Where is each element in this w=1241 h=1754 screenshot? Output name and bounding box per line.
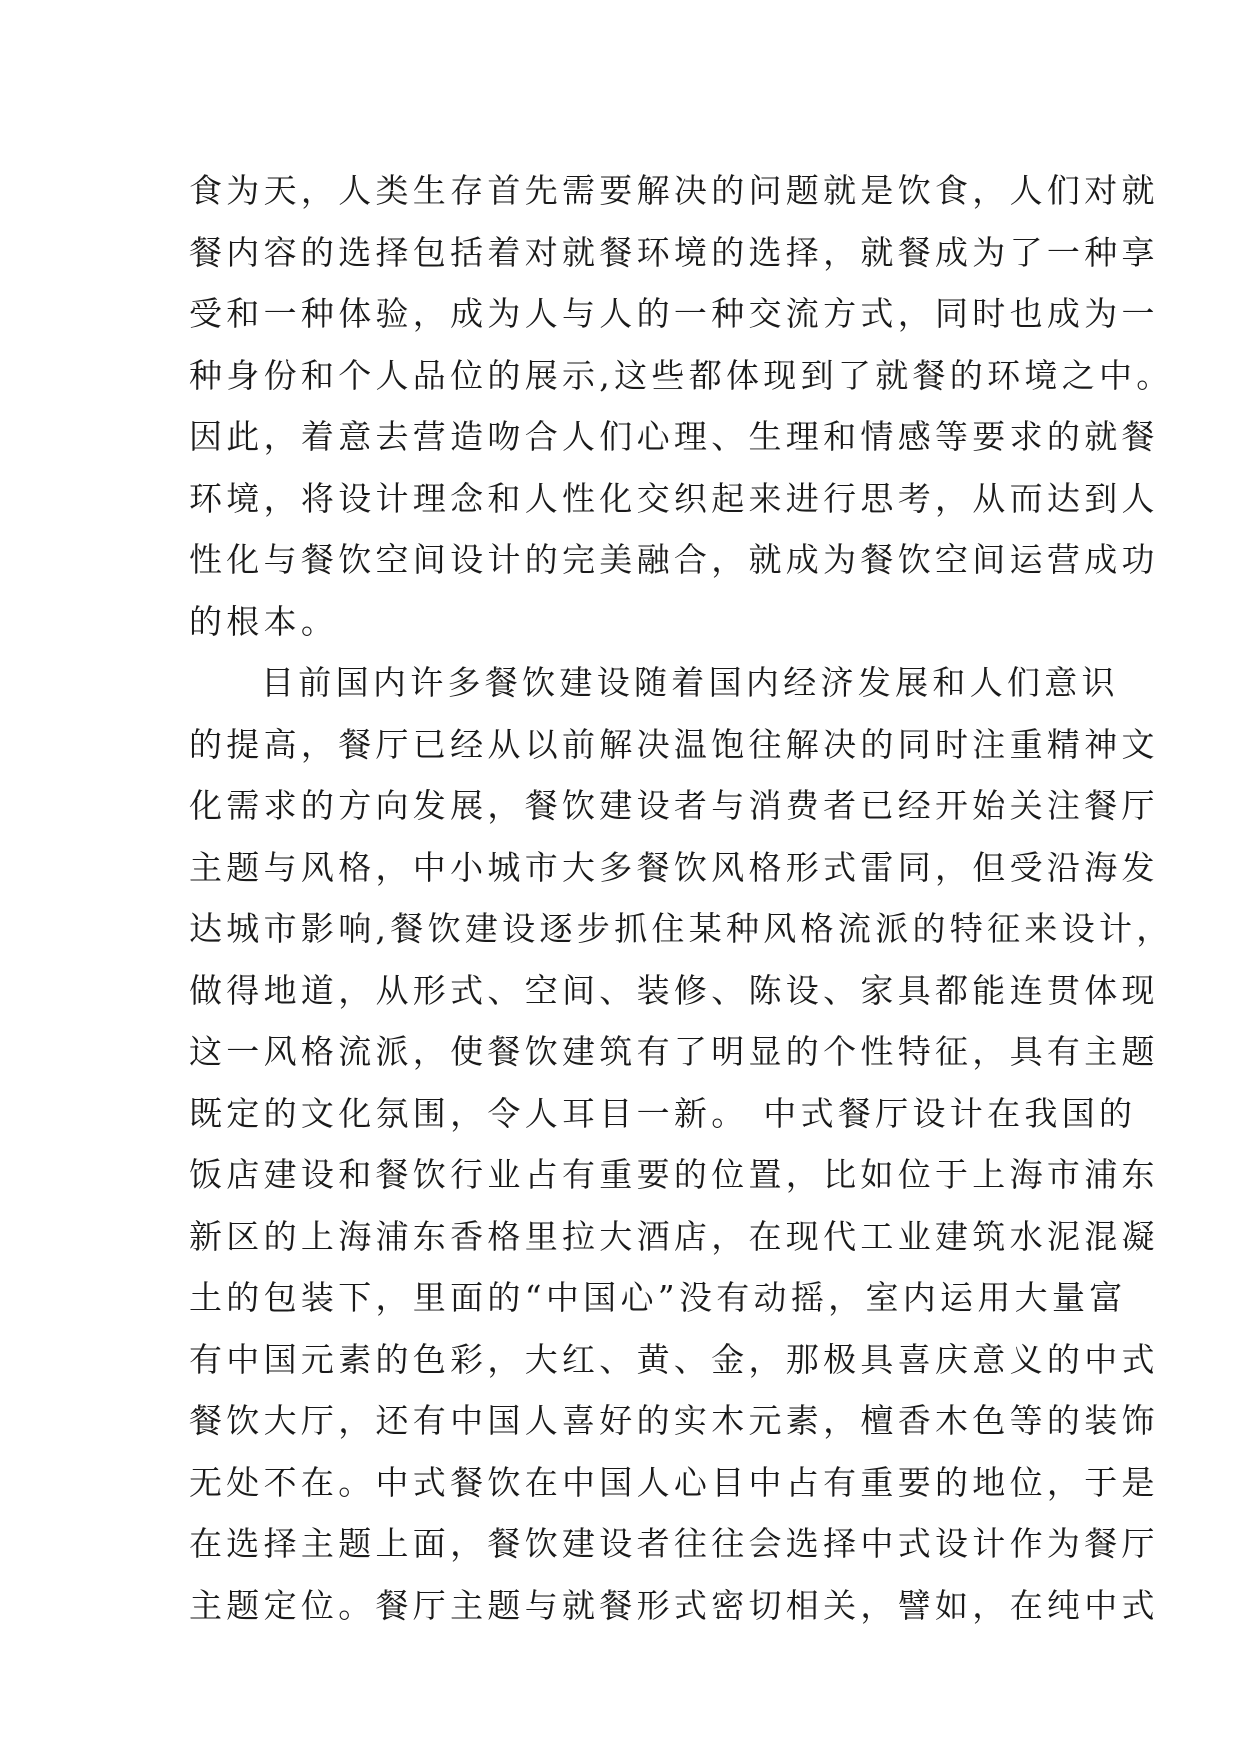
text-line: 在选择主题上面，餐饮建设者往往会选择中式设计作为餐厅 <box>189 1524 1159 1563</box>
text-line: 达城市影响,餐饮建设逐步抓住某种风格流派的特征来设计， <box>189 909 1174 948</box>
text-line: 主题与风格，中小城市大多餐饮风格形式雷同，但受沿海发 <box>189 847 1159 887</box>
text-line: 做得地道，从形式、空间、装修、陈设、家具都能连贯体现 <box>189 970 1159 1010</box>
text-line: 餐内容的选择包括着对就餐环境的选择，就餐成为了一种享 <box>189 232 1159 272</box>
body-text <box>189 160 1174 1636</box>
text-line: 受和一种体验，成为人与人的一种交流方式，同时也成为一 <box>189 294 1159 333</box>
text-line: 饭店建设和餐饮行业占有重要的位置，比如位于上海市浦东 <box>189 1155 1159 1194</box>
text-line: 性化与餐饮空间设计的完美融合，就成为餐饮空间运营成功 <box>189 540 1159 579</box>
text-line: 食为天，人类生存首先需要解决的问题就是饮食，人们对就 <box>189 171 1159 210</box>
text-line: 的提高，餐厅已经从以前解决温饱往解决的同时注重精神文 <box>189 724 1159 764</box>
text-line: 化需求的方向发展，餐饮建设者与消费者已经开始关注餐厅 <box>189 786 1159 825</box>
text-line: 土的包装下，里面的“中国心”没有动摇，室内运用大量富 <box>189 1278 1127 1317</box>
text-line: 种身份和个人品位的展示,这些都体现到了就餐的环境之中。 <box>189 355 1174 395</box>
text-line: 有中国元素的色彩，大红、黄、金，那极具喜庆意义的中式 <box>189 1339 1159 1379</box>
text-line: 既定的文化氛围，令人耳目一新。 中式餐厅设计在我国的 <box>189 1093 1137 1133</box>
paragraph-first-line: 目前国内许多餐饮建设随着国内经济发展和人们意识 <box>261 663 1119 702</box>
text-line: 环境，将设计理念和人性化交织起来进行思考，从而达到人 <box>189 478 1159 518</box>
text-line: 主题定位。餐厅主题与就餐形式密切相关，譬如，在纯中式 <box>189 1585 1159 1625</box>
text-line: 因此，着意去营造吻合人们心理、生理和情感等要求的就餐 <box>189 417 1159 456</box>
text-line: 餐饮大厅，还有中国人喜好的实木元素，檀香木色等的装饰 <box>189 1401 1159 1440</box>
text-line: 这一风格流派，使餐饮建筑有了明显的个性特征，具有主题 <box>189 1032 1159 1071</box>
text-line: 的根本。 <box>189 601 339 641</box>
text-line: 无处不在。中式餐饮在中国人心目中占有重要的地位，于是 <box>189 1462 1159 1502</box>
text-line: 新区的上海浦东香格里拉大酒店，在现代工业建筑水泥混凝 <box>189 1216 1159 1256</box>
